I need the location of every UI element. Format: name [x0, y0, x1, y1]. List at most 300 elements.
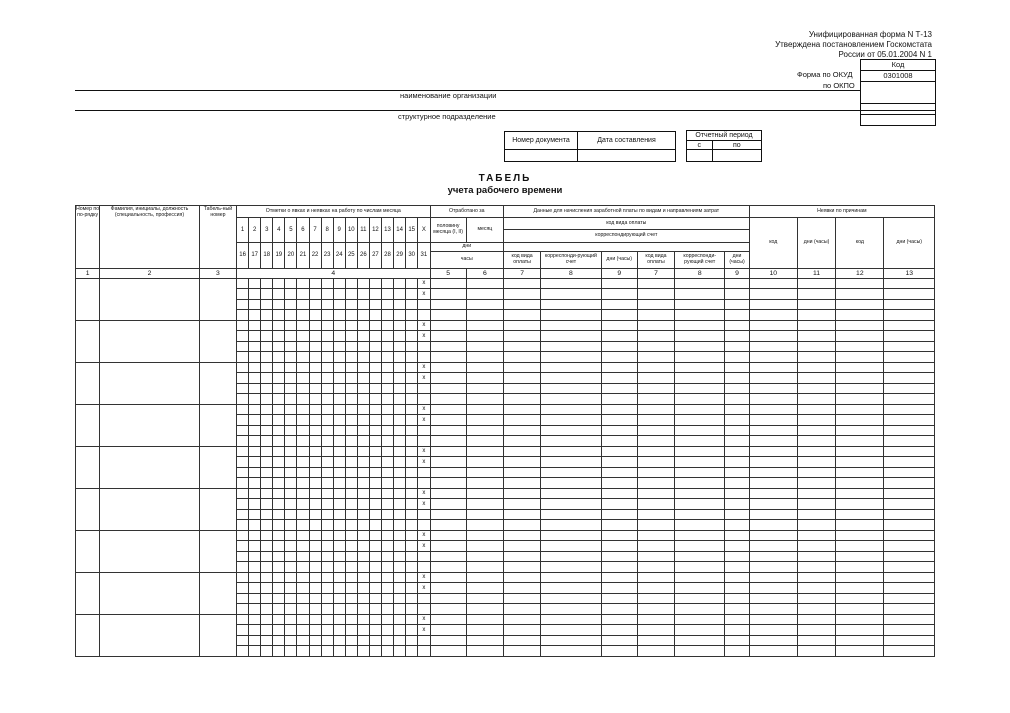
day-mark-cell[interactable]: [237, 426, 249, 436]
day-mark-cell[interactable]: [285, 384, 297, 394]
data-cell[interactable]: [797, 321, 835, 331]
data-cell[interactable]: [884, 342, 935, 352]
data-cell[interactable]: [725, 363, 749, 373]
day-mark-cell[interactable]: [394, 573, 406, 583]
data-cell[interactable]: [466, 436, 503, 447]
data-cell[interactable]: [430, 321, 466, 331]
data-cell[interactable]: [884, 499, 935, 510]
employee-name-cell[interactable]: [100, 363, 200, 405]
data-cell[interactable]: [884, 289, 935, 300]
data-cell[interactable]: [466, 636, 503, 646]
day-mark-cell[interactable]: [381, 583, 393, 594]
data-cell[interactable]: [797, 426, 835, 436]
day-mark-cell[interactable]: [309, 615, 321, 625]
data-cell[interactable]: [503, 457, 540, 468]
day-mark-cell[interactable]: [369, 310, 381, 321]
day-mark-cell[interactable]: [249, 342, 261, 352]
data-cell[interactable]: [797, 331, 835, 342]
data-cell[interactable]: [884, 552, 935, 562]
day-mark-cell[interactable]: [381, 310, 393, 321]
day-mark-cell[interactable]: [369, 426, 381, 436]
data-cell[interactable]: [675, 478, 725, 489]
data-cell[interactable]: [637, 321, 674, 331]
data-cell[interactable]: [884, 384, 935, 394]
data-cell[interactable]: [749, 289, 797, 300]
data-cell[interactable]: [541, 636, 601, 646]
day-mark-cell[interactable]: [261, 604, 273, 615]
data-cell[interactable]: [541, 289, 601, 300]
data-cell[interactable]: [466, 531, 503, 541]
day-mark-cell[interactable]: [261, 405, 273, 415]
data-cell[interactable]: [749, 447, 797, 457]
day-mark-cell[interactable]: [369, 489, 381, 499]
data-cell[interactable]: [541, 573, 601, 583]
day-mark-cell[interactable]: [261, 646, 273, 657]
data-cell[interactable]: [503, 604, 540, 615]
day-mark-cell[interactable]: [345, 478, 357, 489]
day-mark-cell[interactable]: [285, 573, 297, 583]
data-cell[interactable]: [430, 541, 466, 552]
day-mark-cell[interactable]: [369, 394, 381, 405]
data-cell[interactable]: [466, 342, 503, 352]
data-cell[interactable]: [725, 447, 749, 457]
day-mark-cell[interactable]: [273, 489, 285, 499]
day-mark-cell[interactable]: [394, 426, 406, 436]
data-cell[interactable]: [797, 300, 835, 310]
day-mark-cell[interactable]: [369, 510, 381, 520]
data-cell[interactable]: [601, 499, 637, 510]
day-mark-cell[interactable]: [406, 363, 418, 373]
day-mark-cell[interactable]: [297, 457, 309, 468]
data-cell[interactable]: [797, 468, 835, 478]
employee-num-cell[interactable]: [76, 615, 100, 657]
data-cell[interactable]: [675, 531, 725, 541]
data-cell[interactable]: [503, 478, 540, 489]
data-cell[interactable]: [749, 352, 797, 363]
day-mark-cell[interactable]: [321, 573, 333, 583]
day-mark-cell[interactable]: [381, 531, 393, 541]
day-mark-cell[interactable]: [333, 279, 345, 289]
day-mark-cell[interactable]: [345, 594, 357, 604]
day-mark-cell[interactable]: [333, 520, 345, 531]
day-mark-cell[interactable]: [309, 489, 321, 499]
data-cell[interactable]: [836, 279, 884, 289]
day-mark-cell[interactable]: [273, 541, 285, 552]
data-cell[interactable]: [675, 405, 725, 415]
data-cell[interactable]: [797, 531, 835, 541]
day-mark-cell[interactable]: [369, 289, 381, 300]
day-mark-cell[interactable]: [345, 552, 357, 562]
employee-tab-cell[interactable]: [199, 405, 236, 447]
day-mark-cell[interactable]: [369, 352, 381, 363]
day-mark-cell[interactable]: [285, 636, 297, 646]
data-cell[interactable]: [884, 436, 935, 447]
data-cell[interactable]: [601, 478, 637, 489]
day-mark-cell[interactable]: [394, 279, 406, 289]
day-mark-cell[interactable]: [381, 331, 393, 342]
data-cell[interactable]: [884, 394, 935, 405]
data-cell[interactable]: [466, 604, 503, 615]
data-cell[interactable]: [466, 394, 503, 405]
day-mark-cell[interactable]: [394, 541, 406, 552]
day-mark-cell[interactable]: [261, 499, 273, 510]
data-cell[interactable]: [637, 373, 674, 384]
day-mark-cell[interactable]: [261, 352, 273, 363]
day-mark-cell[interactable]: [333, 321, 345, 331]
day-mark-cell[interactable]: [394, 300, 406, 310]
data-cell[interactable]: [725, 405, 749, 415]
day-mark-cell[interactable]: [394, 405, 406, 415]
data-cell[interactable]: [797, 499, 835, 510]
data-cell[interactable]: [637, 573, 674, 583]
data-cell[interactable]: [749, 646, 797, 657]
day-mark-cell[interactable]: [237, 447, 249, 457]
day-mark-cell[interactable]: [369, 604, 381, 615]
data-cell[interactable]: [749, 499, 797, 510]
employee-num-cell[interactable]: [76, 447, 100, 489]
day-mark-cell[interactable]: [418, 394, 430, 405]
day-mark-cell[interactable]: [333, 541, 345, 552]
data-cell[interactable]: [601, 541, 637, 552]
day-mark-cell[interactable]: [273, 583, 285, 594]
data-cell[interactable]: [541, 489, 601, 499]
data-cell[interactable]: [675, 499, 725, 510]
employee-num-cell[interactable]: [76, 531, 100, 573]
day-mark-cell[interactable]: [394, 394, 406, 405]
day-mark-cell[interactable]: [345, 541, 357, 552]
data-cell[interactable]: [430, 520, 466, 531]
day-mark-cell[interactable]: [381, 562, 393, 573]
day-mark-cell[interactable]: [273, 363, 285, 373]
day-mark-cell[interactable]: [297, 541, 309, 552]
data-cell[interactable]: [749, 457, 797, 468]
day-mark-cell[interactable]: [237, 415, 249, 426]
data-cell[interactable]: [836, 636, 884, 646]
employee-tab-cell[interactable]: [199, 321, 236, 363]
day-mark-cell[interactable]: [345, 636, 357, 646]
data-cell[interactable]: [725, 342, 749, 352]
data-cell[interactable]: [637, 615, 674, 625]
data-cell[interactable]: [637, 405, 674, 415]
data-cell[interactable]: [884, 468, 935, 478]
day-mark-cell[interactable]: [321, 615, 333, 625]
day-mark-cell[interactable]: [406, 520, 418, 531]
day-mark-cell[interactable]: [369, 646, 381, 657]
data-cell[interactable]: [797, 615, 835, 625]
day-mark-cell[interactable]: [357, 615, 369, 625]
day-mark-cell[interactable]: [357, 310, 369, 321]
day-mark-cell[interactable]: [333, 583, 345, 594]
data-cell[interactable]: [749, 636, 797, 646]
day-mark-cell[interactable]: [418, 594, 430, 604]
day-mark-cell[interactable]: [345, 625, 357, 636]
day-mark-cell[interactable]: [297, 289, 309, 300]
day-mark-cell[interactable]: [321, 478, 333, 489]
data-cell[interactable]: [430, 373, 466, 384]
day-mark-cell[interactable]: [297, 562, 309, 573]
data-cell[interactable]: [836, 478, 884, 489]
day-mark-cell[interactable]: [285, 289, 297, 300]
day-mark-cell[interactable]: [261, 594, 273, 604]
day-mark-cell[interactable]: [285, 436, 297, 447]
data-cell[interactable]: [503, 384, 540, 394]
data-cell[interactable]: [430, 531, 466, 541]
data-cell[interactable]: [430, 552, 466, 562]
data-cell[interactable]: [675, 331, 725, 342]
day-mark-cell[interactable]: [249, 321, 261, 331]
data-cell[interactable]: [675, 583, 725, 594]
day-mark-cell[interactable]: [333, 594, 345, 604]
data-cell[interactable]: [503, 342, 540, 352]
day-mark-cell[interactable]: [357, 321, 369, 331]
data-cell[interactable]: [541, 352, 601, 363]
day-mark-cell[interactable]: [309, 468, 321, 478]
data-cell[interactable]: [466, 363, 503, 373]
doc-number-field[interactable]: [505, 150, 578, 162]
day-mark-cell[interactable]: [309, 279, 321, 289]
day-mark-cell[interactable]: [321, 279, 333, 289]
day-mark-cell[interactable]: [333, 636, 345, 646]
data-cell[interactable]: [541, 531, 601, 541]
data-cell[interactable]: [541, 552, 601, 562]
data-cell[interactable]: [797, 405, 835, 415]
data-cell[interactable]: [884, 625, 935, 636]
day-mark-cell[interactable]: [357, 510, 369, 520]
day-mark-cell[interactable]: [261, 384, 273, 394]
day-mark-cell[interactable]: [309, 636, 321, 646]
day-mark-cell[interactable]: [261, 331, 273, 342]
data-cell[interactable]: [601, 594, 637, 604]
day-mark-cell[interactable]: [418, 310, 430, 321]
day-mark-cell[interactable]: [237, 520, 249, 531]
day-mark-cell[interactable]: [285, 489, 297, 499]
data-cell[interactable]: [884, 636, 935, 646]
day-mark-cell[interactable]: [321, 405, 333, 415]
day-mark-cell[interactable]: [406, 499, 418, 510]
data-cell[interactable]: [637, 352, 674, 363]
data-cell[interactable]: [749, 489, 797, 499]
data-cell[interactable]: [836, 594, 884, 604]
day-mark-cell[interactable]: [285, 321, 297, 331]
day-mark-cell[interactable]: [406, 531, 418, 541]
data-cell[interactable]: [466, 625, 503, 636]
data-cell[interactable]: [601, 510, 637, 520]
data-cell[interactable]: [797, 625, 835, 636]
day-mark-cell[interactable]: [297, 604, 309, 615]
day-mark-cell[interactable]: [285, 457, 297, 468]
data-cell[interactable]: [601, 279, 637, 289]
day-mark-cell[interactable]: [357, 405, 369, 415]
day-mark-cell[interactable]: [297, 363, 309, 373]
day-mark-cell[interactable]: [309, 352, 321, 363]
data-cell[interactable]: [725, 426, 749, 436]
day-mark-cell[interactable]: [249, 625, 261, 636]
day-mark-cell[interactable]: [237, 552, 249, 562]
day-mark-cell[interactable]: [261, 342, 273, 352]
data-cell[interactable]: [637, 604, 674, 615]
day-mark-cell[interactable]: [309, 510, 321, 520]
day-mark-cell[interactable]: [418, 300, 430, 310]
day-mark-cell[interactable]: [345, 279, 357, 289]
day-mark-cell[interactable]: [406, 646, 418, 657]
day-mark-cell[interactable]: [345, 352, 357, 363]
day-mark-cell[interactable]: [381, 342, 393, 352]
day-mark-cell[interactable]: [237, 478, 249, 489]
day-mark-cell[interactable]: [333, 373, 345, 384]
day-mark-cell[interactable]: [261, 520, 273, 531]
data-cell[interactable]: [675, 342, 725, 352]
data-cell[interactable]: [601, 636, 637, 646]
day-mark-cell[interactable]: [273, 447, 285, 457]
day-mark-cell[interactable]: [406, 300, 418, 310]
day-mark-cell[interactable]: [261, 489, 273, 499]
day-mark-cell[interactable]: [345, 384, 357, 394]
day-mark-cell[interactable]: [285, 468, 297, 478]
day-mark-cell[interactable]: [418, 604, 430, 615]
day-mark-cell[interactable]: [237, 310, 249, 321]
data-cell[interactable]: [836, 321, 884, 331]
day-mark-cell[interactable]: [381, 604, 393, 615]
day-mark-cell[interactable]: [309, 426, 321, 436]
day-mark-cell[interactable]: [345, 300, 357, 310]
day-mark-cell[interactable]: [357, 478, 369, 489]
day-mark-cell[interactable]: [333, 573, 345, 583]
data-cell[interactable]: [884, 321, 935, 331]
data-cell[interactable]: [725, 331, 749, 342]
data-cell[interactable]: [541, 625, 601, 636]
data-cell[interactable]: [749, 625, 797, 636]
day-mark-cell[interactable]: [381, 646, 393, 657]
day-mark-cell[interactable]: [321, 373, 333, 384]
day-mark-cell[interactable]: [237, 583, 249, 594]
day-mark-cell[interactable]: [237, 331, 249, 342]
day-mark-cell[interactable]: [321, 300, 333, 310]
day-mark-cell[interactable]: [297, 310, 309, 321]
data-cell[interactable]: [884, 541, 935, 552]
day-mark-cell[interactable]: [273, 520, 285, 531]
data-cell[interactable]: [884, 520, 935, 531]
day-mark-cell[interactable]: [237, 510, 249, 520]
employee-num-cell[interactable]: [76, 489, 100, 531]
day-mark-cell[interactable]: [381, 636, 393, 646]
day-mark-cell[interactable]: [321, 310, 333, 321]
employee-name-cell[interactable]: [100, 447, 200, 489]
day-mark-cell[interactable]: [406, 331, 418, 342]
day-mark-cell[interactable]: [297, 489, 309, 499]
day-mark-cell[interactable]: [273, 625, 285, 636]
day-mark-cell[interactable]: [357, 604, 369, 615]
data-cell[interactable]: [836, 373, 884, 384]
data-cell[interactable]: [601, 489, 637, 499]
okud-value[interactable]: 0301008: [861, 71, 935, 82]
data-cell[interactable]: [430, 300, 466, 310]
day-mark-cell[interactable]: [321, 552, 333, 562]
data-cell[interactable]: [430, 426, 466, 436]
day-mark-cell[interactable]: [357, 468, 369, 478]
data-cell[interactable]: [601, 583, 637, 594]
data-cell[interactable]: [466, 426, 503, 436]
data-cell[interactable]: [749, 373, 797, 384]
day-mark-cell[interactable]: [297, 405, 309, 415]
data-cell[interactable]: [675, 384, 725, 394]
day-mark-cell[interactable]: [297, 531, 309, 541]
day-mark-cell[interactable]: [406, 510, 418, 520]
data-cell[interactable]: [884, 562, 935, 573]
day-mark-cell[interactable]: [357, 331, 369, 342]
day-mark-cell[interactable]: [394, 384, 406, 394]
data-cell[interactable]: [503, 331, 540, 342]
day-mark-cell[interactable]: [249, 310, 261, 321]
day-mark-cell[interactable]: [309, 457, 321, 468]
day-mark-cell[interactable]: [285, 310, 297, 321]
data-cell[interactable]: [836, 426, 884, 436]
data-cell[interactable]: [601, 436, 637, 447]
data-cell[interactable]: [797, 604, 835, 615]
day-mark-cell[interactable]: [369, 531, 381, 541]
day-mark-cell[interactable]: [406, 310, 418, 321]
data-cell[interactable]: [637, 289, 674, 300]
employee-name-cell[interactable]: [100, 489, 200, 531]
day-mark-cell[interactable]: [261, 394, 273, 405]
data-cell[interactable]: [749, 478, 797, 489]
data-cell[interactable]: [637, 415, 674, 426]
day-mark-cell[interactable]: [418, 426, 430, 436]
day-mark-cell[interactable]: [357, 426, 369, 436]
data-cell[interactable]: [797, 541, 835, 552]
data-cell[interactable]: [836, 447, 884, 457]
day-mark-cell[interactable]: [297, 615, 309, 625]
data-cell[interactable]: [466, 520, 503, 531]
day-mark-cell[interactable]: [345, 520, 357, 531]
day-mark-cell[interactable]: [297, 436, 309, 447]
day-mark-cell[interactable]: [369, 625, 381, 636]
day-mark-cell[interactable]: [285, 541, 297, 552]
data-cell[interactable]: [836, 510, 884, 520]
data-cell[interactable]: [541, 300, 601, 310]
day-mark-cell[interactable]: [297, 594, 309, 604]
data-cell[interactable]: [836, 520, 884, 531]
data-cell[interactable]: [637, 583, 674, 594]
data-cell[interactable]: [725, 384, 749, 394]
day-mark-cell[interactable]: [273, 289, 285, 300]
day-mark-cell[interactable]: [394, 499, 406, 510]
data-cell[interactable]: [541, 279, 601, 289]
day-mark-cell[interactable]: [249, 499, 261, 510]
data-cell[interactable]: [466, 289, 503, 300]
day-mark-cell[interactable]: [321, 468, 333, 478]
data-cell[interactable]: [725, 594, 749, 604]
day-mark-cell[interactable]: [333, 436, 345, 447]
day-mark-cell[interactable]: [273, 279, 285, 289]
day-mark-cell[interactable]: [406, 573, 418, 583]
data-cell[interactable]: [466, 562, 503, 573]
data-cell[interactable]: [503, 363, 540, 373]
day-mark-cell[interactable]: [357, 415, 369, 426]
data-cell[interactable]: [884, 457, 935, 468]
data-cell[interactable]: [675, 615, 725, 625]
data-cell[interactable]: [725, 510, 749, 520]
day-mark-cell[interactable]: [297, 583, 309, 594]
day-mark-cell[interactable]: [285, 583, 297, 594]
day-mark-cell[interactable]: [285, 426, 297, 436]
day-mark-cell[interactable]: [333, 310, 345, 321]
day-mark-cell[interactable]: [406, 604, 418, 615]
day-mark-cell[interactable]: [333, 604, 345, 615]
data-cell[interactable]: [836, 436, 884, 447]
day-mark-cell[interactable]: [394, 447, 406, 457]
day-mark-cell[interactable]: [381, 447, 393, 457]
day-mark-cell[interactable]: [394, 594, 406, 604]
